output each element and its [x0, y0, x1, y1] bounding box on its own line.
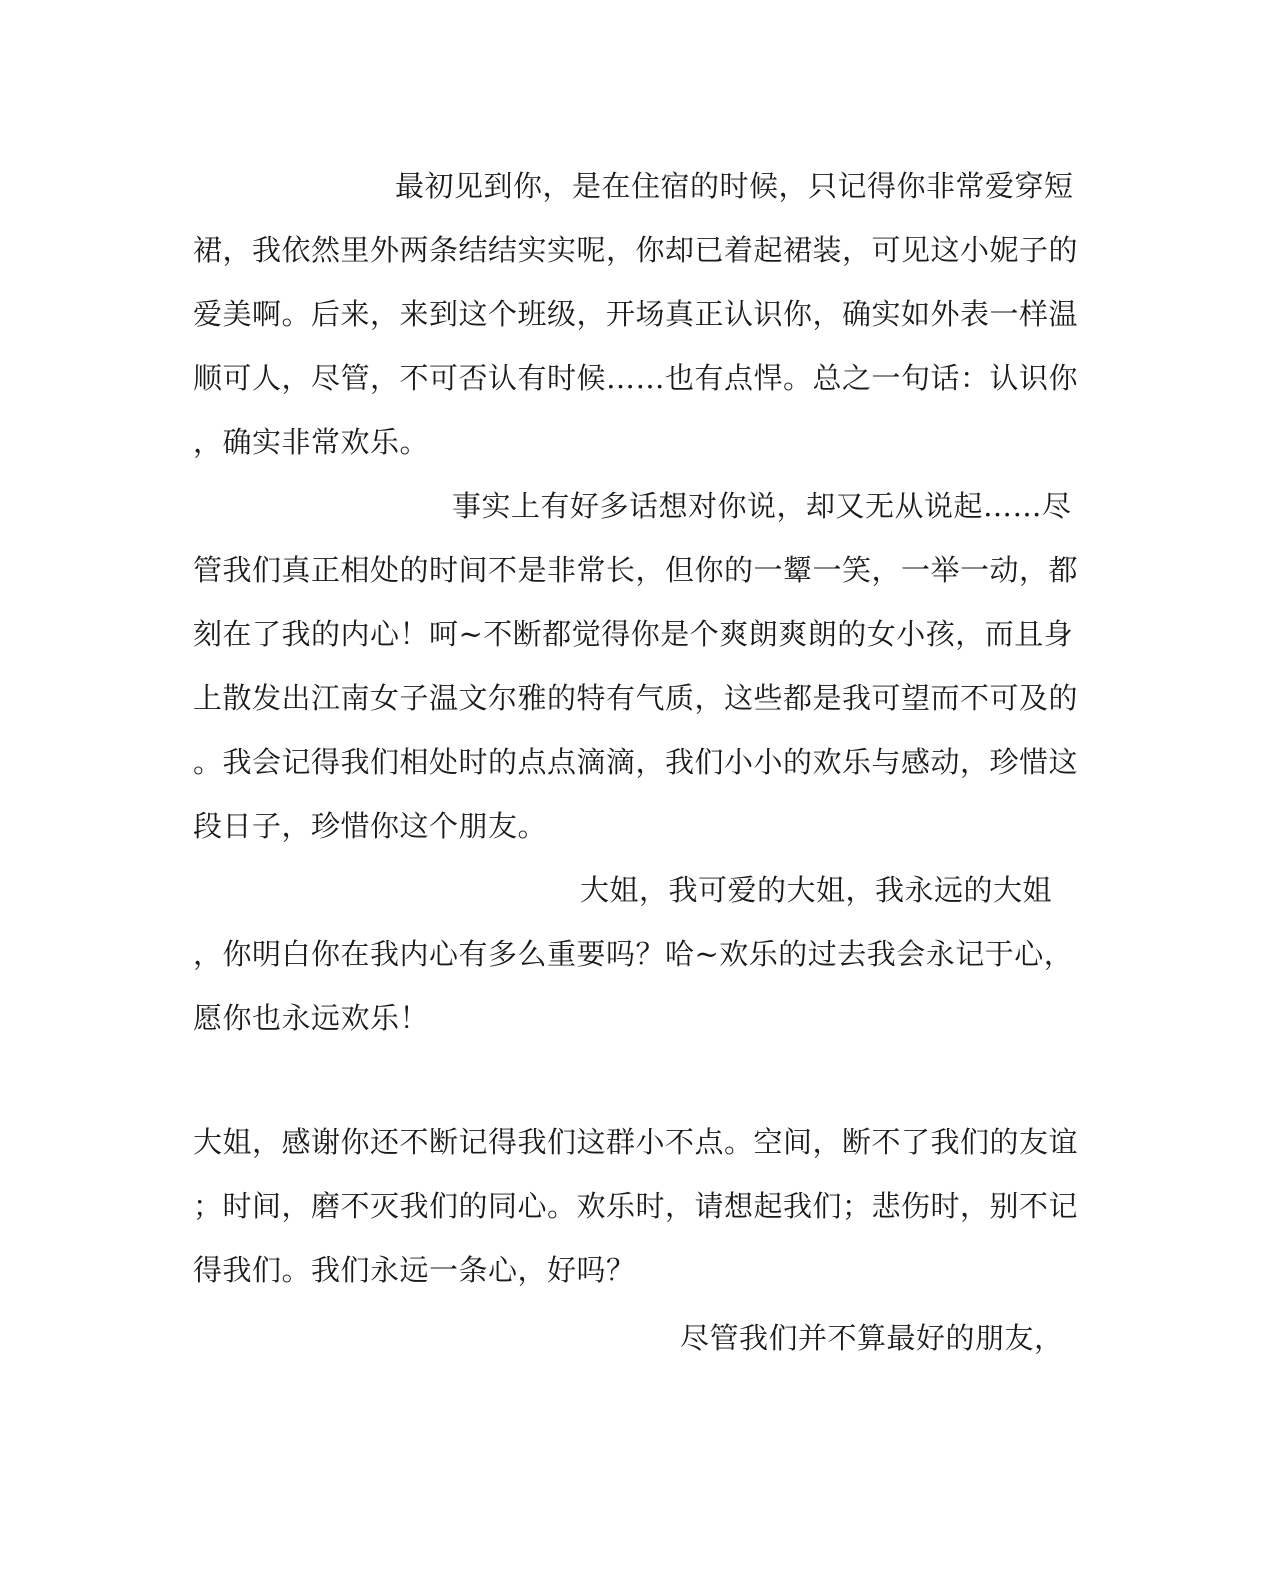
text-line: 愿你也永远欢乐！ — [193, 1001, 430, 1035]
text-line: 裙，我依然里外两条结结实实呢，你却已着起裙装，可见这小妮子的 — [193, 233, 1079, 267]
text-line: 最初见到你，是在住宿的时候，只记得你非常爱穿短 — [395, 169, 1074, 203]
text-line: 管我们真正相处的时间不是非常长，但你的一颦一笑，一举一动，都 — [193, 553, 1079, 587]
text-line: 上散发出江南女子温文尔雅的特有气质，这些都是我可望而不可及的 — [193, 681, 1079, 715]
text-line: 大姐，感谢你还不断记得我们这群小不点。空间，断不了我们的友谊 — [193, 1125, 1079, 1159]
text-line: 段日子，珍惜你这个朋友。 — [193, 809, 548, 843]
text-line: ，确实非常欢乐。 — [193, 425, 430, 459]
text-line: 事实上有好多话想对你说，却又无从说起……尽 — [452, 489, 1072, 523]
text-line: 顺可人，尽管，不可否认有时候……也有点悍。总之一句话：认识你 — [193, 361, 1079, 395]
text-line: ，你明白你在我内心有多么重要吗？哈~欢乐的过去我会永记于心， — [193, 937, 1074, 971]
text-line: 尽管我们并不算最好的朋友， — [680, 1321, 1064, 1355]
text-line: 大姐，我可爱的大姐，我永远的大姐 — [580, 873, 1053, 907]
text-line: 得我们。我们永远一条心，好吗？ — [193, 1253, 636, 1287]
text-line: 爱美啊。后来，来到这个班级，开场真正认识你，确实如外表一样温 — [193, 297, 1079, 331]
text-line: ；时间，磨不灭我们的同心。欢乐时，请想起我们；悲伤时，别不记 — [193, 1189, 1079, 1223]
text-line: 刻在了我的内心！呵~不断都觉得你是个爽朗爽朗的女小孩，而且身 — [193, 617, 1074, 651]
text-line: 。我会记得我们相处时的点点滴滴，我们小小的欢乐与感动，珍惜这 — [193, 745, 1079, 779]
